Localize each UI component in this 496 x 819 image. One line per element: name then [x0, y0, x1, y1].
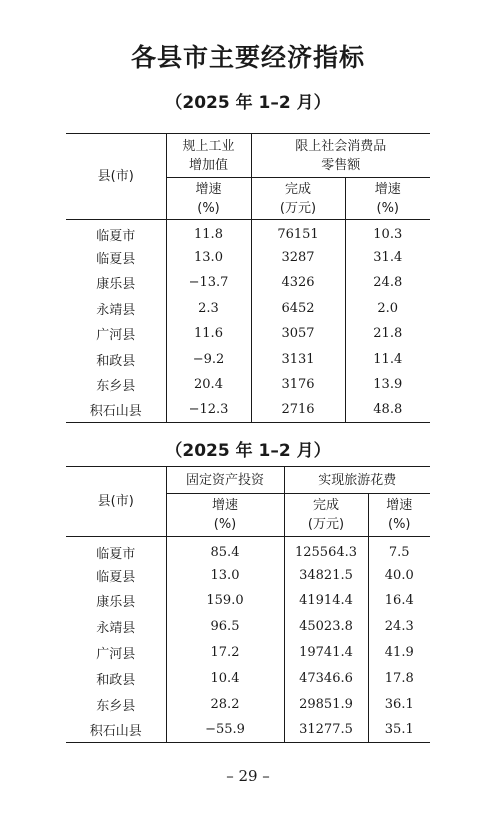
value-cell: 13.0 [166, 562, 284, 588]
header-growth-unit: (%) [388, 517, 411, 532]
value-cell: 24.8 [345, 270, 430, 295]
value-cell: 17.8 [368, 665, 430, 691]
table-row [66, 537, 430, 563]
header-industry-growth [166, 178, 251, 220]
value-cell: 13.9 [345, 372, 430, 397]
table-row [66, 321, 430, 346]
value-cell: 76151 [251, 220, 345, 245]
value-cell: 29851.9 [284, 691, 368, 717]
value-cell: 31.4 [345, 245, 430, 270]
county-cell: 积石山县 [89, 724, 142, 740]
header-done-unit: (万元) [279, 200, 317, 216]
table2-period: （2025 年 1–2 月） [165, 441, 331, 461]
value-cell: 3057 [251, 321, 345, 346]
value-cell: 3176 [251, 372, 345, 397]
value-cell: 125564.3 [284, 537, 368, 563]
table-row [66, 270, 430, 295]
header-county: 县(市) [66, 467, 166, 537]
county-cell: 广河县 [96, 328, 136, 344]
county-cell: 康乐县 [96, 277, 136, 293]
value-cell: 2716 [251, 397, 345, 422]
value-cell: 17.2 [166, 640, 284, 666]
value-cell: 20.4 [166, 372, 251, 397]
value-cell: 11.4 [345, 346, 430, 371]
value-cell: 48.8 [345, 397, 430, 422]
county-cell: 和政县 [96, 353, 136, 369]
header-done-unit: (万元) [307, 517, 345, 532]
value-cell: 19741.4 [284, 640, 368, 666]
header-growth-label: 增速 [386, 498, 413, 513]
table-row [66, 562, 430, 588]
header-retail-done [251, 178, 345, 220]
county-cell: 东乡县 [96, 379, 136, 395]
county-cell: 和政县 [96, 672, 136, 688]
table-row [66, 220, 430, 245]
county-cell: 永靖县 [96, 621, 136, 637]
table-row [66, 691, 430, 717]
value-cell: 96.5 [166, 614, 284, 640]
value-cell: 47346.6 [284, 665, 368, 691]
header-done-label: 完成 [312, 498, 339, 513]
value-cell: 11.8 [166, 220, 251, 245]
table-row [66, 665, 430, 691]
page-number: – 29 – [226, 767, 270, 785]
value-cell: 13.0 [166, 245, 251, 270]
table1-period: （2025 年 1–2 月） [165, 93, 331, 113]
table-row [66, 588, 430, 614]
value-cell: 11.6 [166, 321, 251, 346]
county-cell: 积石山县 [89, 404, 142, 420]
header-tourism: 实现旅游花费 [284, 467, 430, 494]
table-industry-retail [66, 133, 430, 423]
header-industry-line2: 增加值 [188, 157, 228, 173]
value-cell: 28.2 [166, 691, 284, 717]
value-cell: 40.0 [368, 562, 430, 588]
header-retail [251, 134, 430, 178]
county-cell: 永靖县 [96, 302, 136, 318]
value-cell: 21.8 [345, 321, 430, 346]
value-cell: −9.2 [166, 346, 251, 371]
value-cell: 24.3 [368, 614, 430, 640]
header-retail-growth [345, 178, 430, 220]
county-cell: 临夏市 [96, 229, 136, 245]
value-cell: 4326 [251, 270, 345, 295]
header-county: 县(市) [66, 134, 166, 220]
value-cell: 2.0 [345, 296, 430, 321]
header-growth-unit: (%) [213, 517, 237, 532]
header-industry [166, 134, 251, 178]
header-growth-unit: (%) [197, 200, 220, 216]
header-investment: 固定资产投资 [166, 467, 284, 494]
county-cell: 临夏县 [96, 569, 136, 585]
value-cell: −12.3 [166, 397, 251, 422]
value-cell: 34821.5 [284, 562, 368, 588]
value-cell: 41.9 [368, 640, 430, 666]
county-cell: 东乡县 [96, 698, 136, 714]
value-cell: 16.4 [368, 588, 430, 614]
header-growth-label: 增速 [195, 181, 222, 197]
page-title: 各县市主要经济指标 [130, 43, 365, 72]
value-cell: 7.5 [368, 537, 430, 563]
table-row [66, 296, 430, 321]
header-tour-growth [368, 494, 430, 537]
header-growth-label: 增速 [211, 498, 238, 513]
table-row [66, 717, 430, 743]
table-row [66, 614, 430, 640]
header-growth-label: 增速 [374, 181, 401, 197]
table-row [66, 397, 430, 422]
value-cell: 3131 [251, 346, 345, 371]
table-row [66, 245, 430, 270]
header-industry-line1: 规上工业 [182, 138, 235, 154]
header-retail-line1: 限上社会消费品 [295, 138, 387, 154]
table-row [66, 372, 430, 397]
value-cell: 6452 [251, 296, 345, 321]
value-cell: 3287 [251, 245, 345, 270]
header-retail-line2: 零售额 [321, 157, 361, 173]
county-cell: 广河县 [96, 647, 136, 663]
county-cell: 临夏县 [96, 252, 136, 268]
county-cell: 临夏市 [96, 546, 136, 562]
value-cell: 31277.5 [284, 717, 368, 743]
value-cell: 45023.8 [284, 614, 368, 640]
value-cell: 35.1 [368, 717, 430, 743]
county-cell: 康乐县 [96, 595, 136, 611]
header-done-label: 完成 [284, 181, 311, 197]
value-cell: 10.4 [166, 665, 284, 691]
value-cell: 159.0 [166, 588, 284, 614]
header-growth-unit: (%) [376, 200, 399, 216]
value-cell: −55.9 [166, 717, 284, 743]
value-cell: 10.3 [345, 220, 430, 245]
value-cell: 85.4 [166, 537, 284, 563]
table-row [66, 640, 430, 666]
value-cell: 36.1 [368, 691, 430, 717]
value-cell: 2.3 [166, 296, 251, 321]
value-cell: −13.7 [166, 270, 251, 295]
header-tour-done [284, 494, 368, 537]
value-cell: 41914.4 [284, 588, 368, 614]
table-row [66, 346, 430, 371]
header-invest-growth [166, 494, 284, 537]
table-invest-tourism [66, 466, 430, 743]
